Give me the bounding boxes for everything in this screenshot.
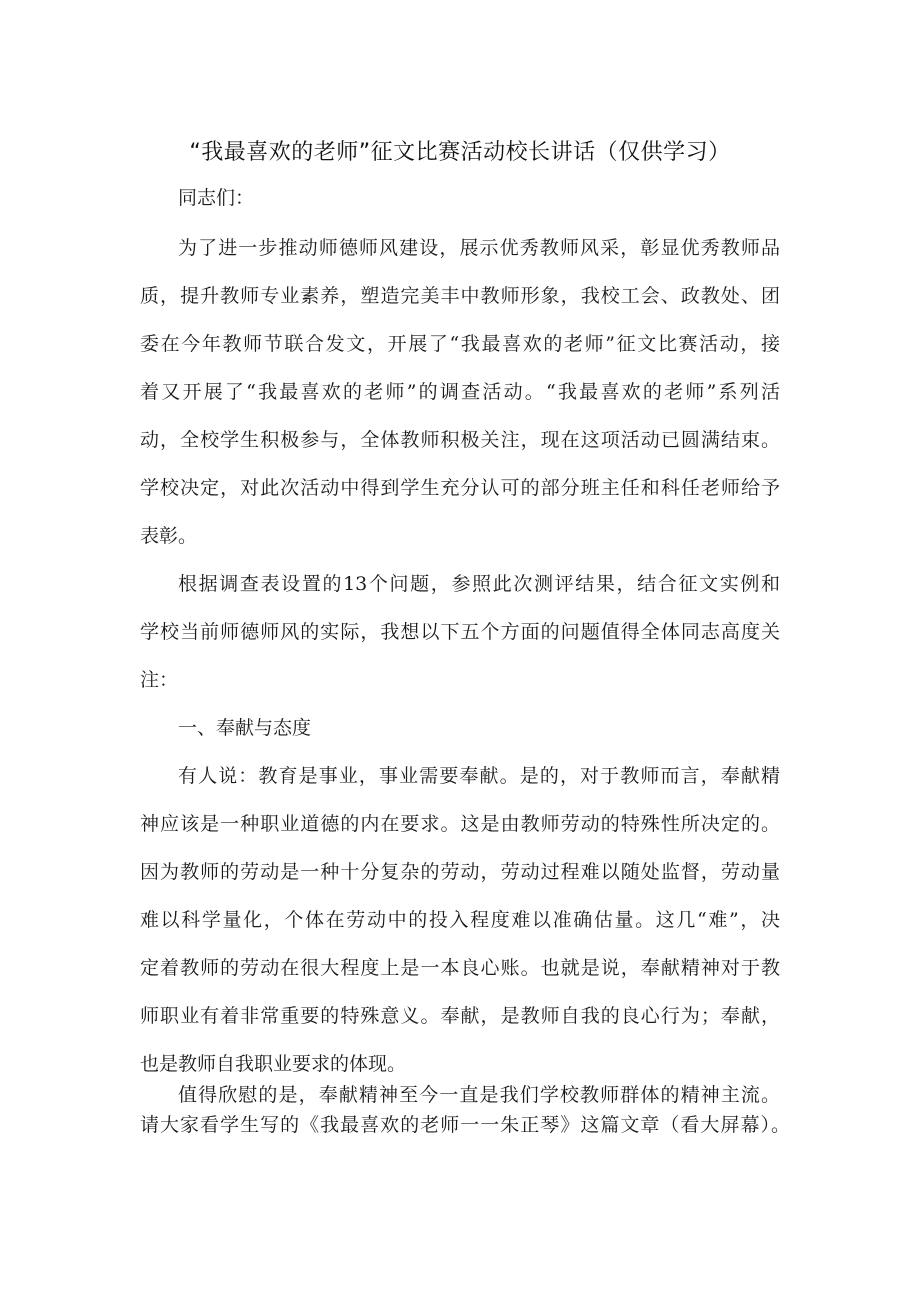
paragraph-line: 动，全校学生积极参与，全体教师积极关注，现在这项活动已圆满结束。: [140, 429, 780, 451]
section-heading: 一、奉献与态度: [178, 717, 312, 739]
paragraph-line: 师职业有着非常重要的特殊意义。奉献，是教师自我的良心行为；奉献，: [140, 1005, 780, 1027]
paragraph-line: 学校决定，对此次活动中得到学生充分认可的部分班主任和科任老师给予: [140, 477, 780, 499]
paragraph-line: 为了进一步推动师德师风建设，展示优秀教师风采，彰显优秀教师品: [178, 237, 780, 259]
paragraph-line: 学校当前师德师风的实际，我想以下五个方面的问题值得全体同志高度关: [140, 621, 780, 643]
paragraph-line: 难以科学量化，个体在劳动中的投入程度难以准确估量。这几“难”，决: [140, 909, 780, 931]
paragraph-line: 也是教师自我职业要求的体现。: [140, 1053, 407, 1075]
paragraph-line: 有人说：教育是事业，事业需要奉献。是的，对于教师而言，奉献精: [178, 765, 780, 787]
paragraph-line: 定着教师的劳动在很大程度上是一本良心账。也就是说，奉献精神对于教: [140, 957, 780, 979]
salutation: 同志们：: [178, 187, 255, 209]
paragraph-line: 因为教师的劳动是一种十分复杂的劳动，劳动过程难以随处监督，劳动量: [140, 861, 780, 883]
paragraph-line: 着又开展了“我最喜欢的老师”的调查活动。“我最喜欢的老师”系列活: [140, 381, 780, 403]
paragraph-line: 表彰。: [140, 525, 198, 547]
document-title: “我最喜欢的老师”征文比赛活动校长讲话（仅供学习）: [189, 140, 731, 165]
paragraph-line: 质，提升教师专业素养，塑造完美丰中教师形象，我校工会、政教处、团: [140, 285, 780, 307]
paragraph-line: 值得欣慰的是，奉献精神至今一直是我们学校教师群体的精神主流。: [178, 1084, 780, 1106]
paragraph-line: 注：: [140, 669, 179, 691]
paragraph-line: 神应该是一种职业道德的内在要求。这是由教师劳动的特殊性所决定的。: [140, 813, 780, 835]
paragraph-line: 委在今年教师节联合发文，开展了“我最喜欢的老师”征文比赛活动，接: [140, 333, 780, 355]
paragraph-line: 根据调查表设置的13个问题，参照此次测评结果，结合征文实例和: [178, 573, 780, 595]
paragraph-line: 请大家看学生写的《我最喜欢的老师一一朱正琴》这篇文章（看大屏幕）。: [140, 1114, 790, 1136]
